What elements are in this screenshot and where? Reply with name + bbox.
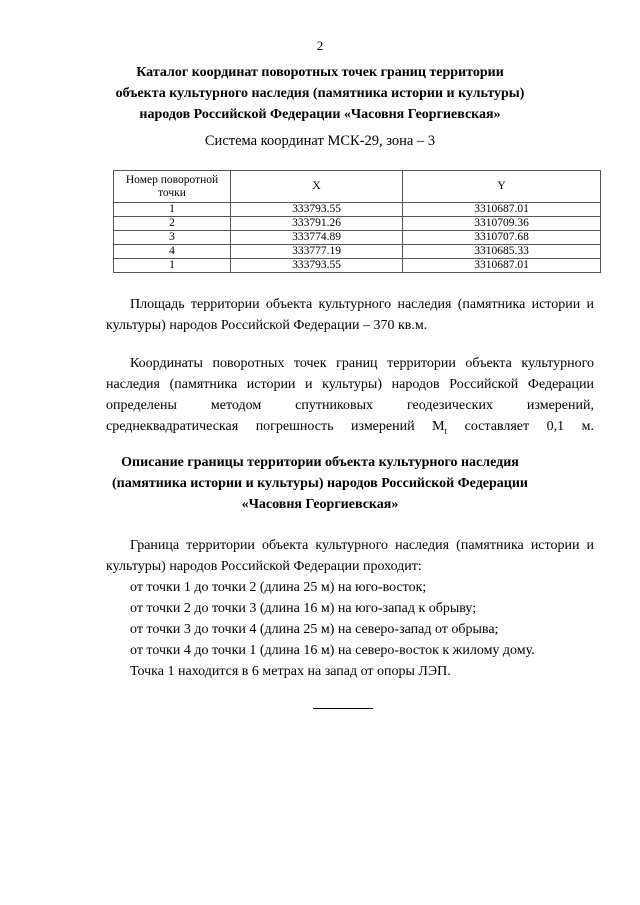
border-segment: от точки 4 до точки 1 (длина 16 м) на северо-восток к жилому дому.	[130, 643, 535, 658]
table-header-row	[114, 171, 601, 203]
catalog-heading	[0, 62, 640, 125]
table-row	[114, 217, 601, 231]
table-row	[114, 245, 601, 259]
cell-x: 333793.55	[231, 203, 403, 217]
description-heading-line: «Часовня Георгиевская»	[241, 497, 399, 512]
coords-subscript: t	[444, 425, 448, 436]
cell-y: 3310707.68	[403, 231, 601, 245]
coordinates-table	[113, 170, 601, 273]
coords-text-after: составляет 0,1 м.	[447, 419, 595, 434]
description-heading-line: (памятника истории и культуры) народов Российской Федерации	[112, 476, 528, 491]
cell-point: 1	[114, 259, 231, 273]
coordinates-method-text	[106, 353, 594, 442]
cell-point: 4	[114, 245, 231, 259]
coordinates-method-paragraph	[106, 353, 594, 442]
cell-y: 3310709.36	[403, 217, 601, 231]
border-intro: Граница территории объекта культурного наследия (памятника истории и культуры) народов Российской Федерации проходит:	[106, 538, 594, 574]
coordinate-system: Система координат МСК-29, зона – 3	[204, 133, 436, 149]
border-description	[106, 535, 594, 682]
border-closing: Точка 1 находится в 6 метрах на запад от опоры ЛЭП.	[130, 664, 451, 679]
cell-x: 333793.55	[231, 259, 403, 273]
border-segment: от точки 1 до точки 2 (длина 25 м) на юго-восток;	[130, 580, 427, 595]
cell-x: 333774.89	[231, 231, 403, 245]
description-heading-line: Описание границы территории объекта культурного наследия	[121, 455, 519, 470]
header-point-line1: Номер поворотной	[125, 173, 219, 186]
border-segment: от точки 3 до точки 4 (длина 25 м) на северо-запад от обрыва;	[130, 622, 499, 637]
catalog-heading-line: объекта культурного наследия (памятника истории и культуры)	[115, 86, 525, 101]
area-text: Площадь территории объекта культурного наследия (памятника истории и культуры) народов Российской Федерации – 370 кв.м.	[106, 297, 594, 333]
border-segment: от точки 2 до точки 3 (длина 16 м) на юго-запад к обрыву;	[130, 601, 477, 616]
cell-point: 3	[114, 231, 231, 245]
cell-point: 1	[114, 203, 231, 217]
coords-text-before: Координаты поворотных точек границ территории объекта культурного наследия (памятника истории и культуры) народов Российской Федерации определены методом спутниковых геодезических измерений, среднеквадратическая погрешность измерений М	[106, 356, 594, 434]
cell-x: 333791.26	[231, 217, 403, 231]
catalog-heading-line: народов Российской Федерации «Часовня Георгиевская»	[139, 107, 501, 122]
end-rule	[313, 708, 373, 709]
table-row	[114, 231, 601, 245]
catalog-heading-line: Каталог координат поворотных точек границ территории	[136, 65, 504, 80]
cell-point: 2	[114, 217, 231, 231]
description-heading	[0, 452, 640, 515]
table-row	[114, 203, 601, 217]
page-number: 2	[316, 38, 324, 53]
header-point-number	[114, 171, 231, 203]
area-paragraph	[106, 294, 594, 336]
cell-y: 3310687.01	[403, 203, 601, 217]
header-x: X	[231, 171, 403, 203]
cell-y: 3310687.01	[403, 259, 601, 273]
table-row	[114, 259, 601, 273]
header-y: Y	[403, 171, 601, 203]
header-point-line2: точки	[158, 186, 186, 199]
cell-x: 333777.19	[231, 245, 403, 259]
cell-y: 3310685.33	[403, 245, 601, 259]
